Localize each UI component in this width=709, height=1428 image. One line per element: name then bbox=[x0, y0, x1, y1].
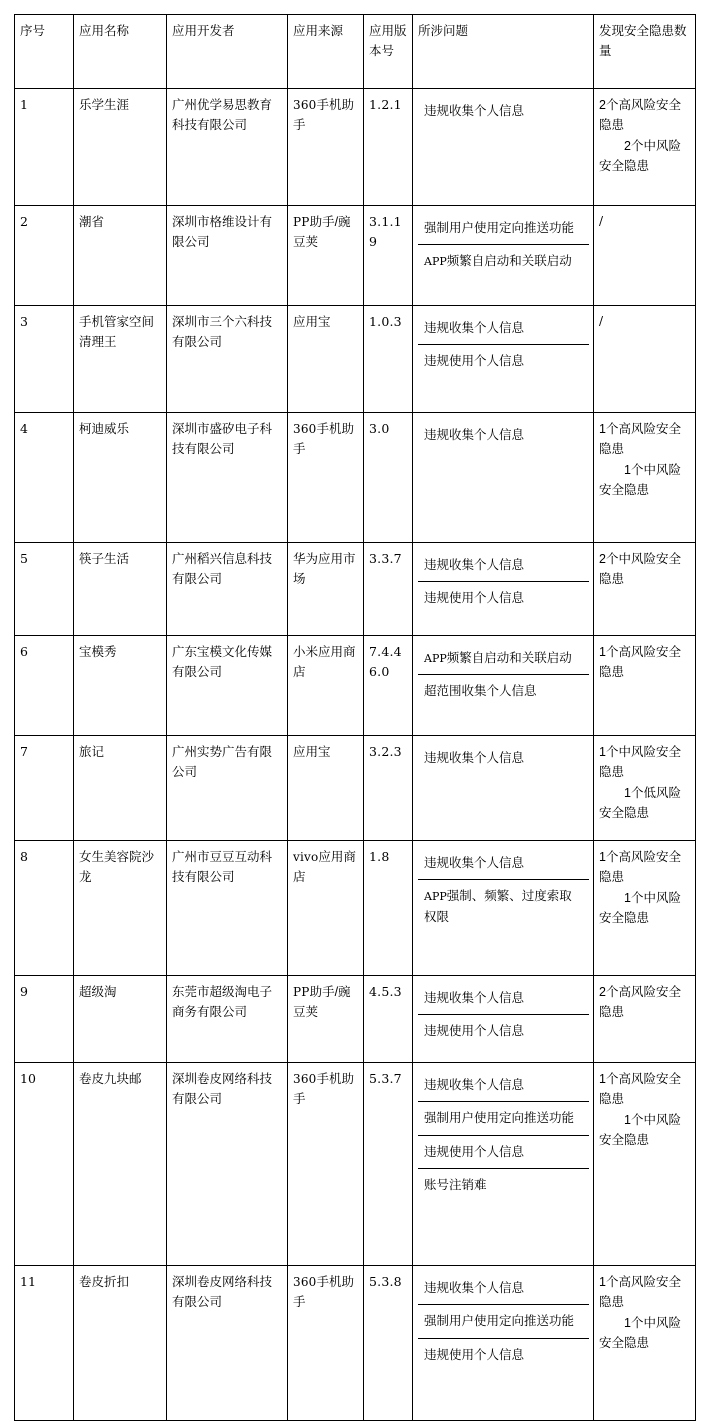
cell-developer: 深圳市三个六科技有限公司 bbox=[167, 306, 288, 413]
issue-list bbox=[418, 312, 589, 378]
cell-developer: 广州稻兴信息科技有限公司 bbox=[167, 543, 288, 636]
issue-row bbox=[418, 1168, 589, 1201]
hazard-line: / bbox=[599, 314, 604, 328]
cell-app-name: 卷皮折扣 bbox=[74, 1266, 167, 1421]
source-latin-part: 360 bbox=[293, 1275, 317, 1289]
column-header-hazard-count: 发现安全隐患数量 bbox=[594, 15, 696, 89]
issue-text: APP频繁自启动和关联启动 bbox=[418, 642, 589, 675]
hazard-line: 1个中风险安全隐患 bbox=[599, 1112, 681, 1147]
hazard-line: 2个中风险安全隐患 bbox=[599, 138, 681, 173]
table-header bbox=[15, 15, 696, 89]
hazard-line: 1个高风险安全隐患 bbox=[599, 422, 681, 457]
hazard-line: 1个中风险安全隐患 bbox=[599, 1315, 681, 1350]
cell-version: 1.0.3 bbox=[364, 306, 413, 413]
source-latin-part: 360 bbox=[293, 1072, 317, 1086]
issue-text: 违规收集个人信息 bbox=[418, 982, 589, 1015]
issue-text: 违规使用个人信息 bbox=[424, 591, 525, 606]
issue-row bbox=[418, 1135, 589, 1168]
issue-row bbox=[418, 212, 589, 245]
cell-source: 应用宝 bbox=[288, 306, 364, 413]
issue-row bbox=[418, 1338, 589, 1371]
issue-row bbox=[418, 675, 589, 708]
cell-hazard-count bbox=[594, 1063, 696, 1266]
issue-list bbox=[418, 642, 589, 708]
source-latin-part: PP bbox=[293, 215, 310, 229]
cell-developer: 深圳市盛矽电子科技有限公司 bbox=[167, 413, 288, 543]
cell-seq: 6 bbox=[15, 636, 74, 736]
source-latin-part: vivo bbox=[293, 850, 319, 864]
cell-issues bbox=[413, 89, 594, 206]
table-row bbox=[15, 1266, 696, 1421]
cell-issues bbox=[413, 543, 594, 636]
source-latin-part: PP bbox=[293, 985, 310, 999]
cell-seq: 8 bbox=[15, 841, 74, 976]
cell-issues bbox=[413, 206, 594, 306]
cell-app-name: 宝模秀 bbox=[74, 636, 167, 736]
cell-developer: 深圳卷皮网络科技有限公司 bbox=[167, 1266, 288, 1421]
hazard-line: 1个高风险安全隐患 bbox=[599, 1072, 681, 1107]
cell-app-name: 女生美容院沙龙 bbox=[74, 841, 167, 976]
hazard-line: 1个中风险安全隐患 bbox=[599, 462, 681, 497]
cell-hazard-count bbox=[594, 736, 696, 841]
cell-seq: 3 bbox=[15, 306, 74, 413]
hazard-line: 2个高风险安全隐患 bbox=[599, 985, 681, 1020]
cell-issues bbox=[413, 306, 594, 413]
issue-list bbox=[418, 1272, 589, 1371]
issue-text: 违规收集个人信息 bbox=[418, 1272, 589, 1305]
issue-text: 超范围收集个人信息 bbox=[424, 684, 537, 699]
app-prefix-label: APP bbox=[424, 890, 447, 904]
issue-text: 违规收集个人信息 bbox=[418, 847, 589, 880]
issue-text: APP频繁自启动和关联启动 bbox=[424, 254, 572, 269]
cell-hazard-count bbox=[594, 306, 696, 413]
table-row bbox=[15, 206, 696, 306]
cell-developer: 深圳卷皮网络科技有限公司 bbox=[167, 1063, 288, 1266]
source-latin-part: 360 bbox=[293, 98, 317, 112]
cell-source: 360手机助手 bbox=[288, 1063, 364, 1266]
issue-text: 违规收集个人信息 bbox=[418, 312, 589, 345]
cell-version: 5.3.7 bbox=[364, 1063, 413, 1266]
issue-row bbox=[418, 419, 589, 451]
issue-row bbox=[418, 642, 589, 675]
issue-text: 违规使用个人信息 bbox=[418, 1135, 589, 1168]
cell-issues bbox=[413, 736, 594, 841]
cell-source: 360手机助手 bbox=[288, 1266, 364, 1421]
cell-version: 3.0 bbox=[364, 413, 413, 543]
cell-issues bbox=[413, 1266, 594, 1421]
table-row bbox=[15, 736, 696, 841]
cell-seq: 5 bbox=[15, 543, 74, 636]
table-row bbox=[15, 636, 696, 736]
hazard-line: 1个高风险安全隐患 bbox=[599, 1275, 681, 1310]
cell-version: 7.4.4 6.0 bbox=[364, 636, 413, 736]
table-row bbox=[15, 543, 696, 636]
issue-list bbox=[418, 95, 589, 127]
issue-text: 强制用户使用定向推送功能 bbox=[418, 1102, 589, 1135]
cell-version: 3.1.19 bbox=[364, 206, 413, 306]
column-header-name: 应用名称 bbox=[74, 15, 167, 89]
cell-version: 1.8 bbox=[364, 841, 413, 976]
cell-source: 应用宝 bbox=[288, 736, 364, 841]
issue-text: 强制用户使用定向推送功能 bbox=[418, 212, 589, 245]
issue-text: 违规收集个人信息 bbox=[424, 751, 525, 765]
hazard-line: 1个中风险安全隐患 bbox=[599, 745, 681, 780]
cell-developer: 东莞市超级淘电子商务有限公司 bbox=[167, 976, 288, 1063]
hazard-line: 2个中风险安全隐患 bbox=[599, 552, 681, 587]
cell-hazard-count bbox=[594, 413, 696, 543]
cell-source: 小米应用商店 bbox=[288, 636, 364, 736]
cell-issues bbox=[413, 636, 594, 736]
app-security-table bbox=[14, 14, 696, 1421]
hazard-line: 1个高风险安全隐患 bbox=[599, 645, 681, 680]
column-header-source: 应用来源 bbox=[288, 15, 364, 89]
header-row bbox=[15, 15, 696, 89]
cell-app-name: 卷皮九块邮 bbox=[74, 1063, 167, 1266]
cell-source: PP助手/豌豆荚 bbox=[288, 976, 364, 1063]
cell-version: 3.3.7 bbox=[364, 543, 413, 636]
cell-developer: 广州实势广告有限公司 bbox=[167, 736, 288, 841]
column-header-seq: 序号 bbox=[15, 15, 74, 89]
cell-seq: 1 bbox=[15, 89, 74, 206]
issue-list bbox=[418, 847, 589, 933]
column-header-issues: 所涉问题 bbox=[413, 15, 594, 89]
cell-source: 360手机助手 bbox=[288, 413, 364, 543]
cell-seq: 10 bbox=[15, 1063, 74, 1266]
hazard-line: / bbox=[599, 214, 604, 228]
column-header-version: 应用版本号 bbox=[364, 15, 413, 89]
hazard-line: 1个高风险安全隐患 bbox=[599, 850, 681, 885]
cell-hazard-count bbox=[594, 841, 696, 976]
cell-seq: 9 bbox=[15, 976, 74, 1063]
issue-row bbox=[418, 1102, 589, 1135]
cell-seq: 7 bbox=[15, 736, 74, 841]
cell-hazard-count bbox=[594, 206, 696, 306]
table-row bbox=[15, 89, 696, 206]
cell-hazard-count bbox=[594, 636, 696, 736]
hazard-line: 1个低风险安全隐患 bbox=[599, 785, 681, 820]
issue-row bbox=[418, 880, 589, 933]
source-latin-part: 360 bbox=[293, 422, 317, 436]
issue-text: 违规收集个人信息 bbox=[418, 1069, 589, 1102]
cell-seq: 11 bbox=[15, 1266, 74, 1421]
cell-hazard-count bbox=[594, 89, 696, 206]
app-prefix-label: APP bbox=[424, 255, 447, 269]
issue-list bbox=[418, 419, 589, 451]
issue-text: 违规使用个人信息 bbox=[424, 1347, 525, 1362]
issue-row bbox=[418, 245, 589, 278]
cell-issues bbox=[413, 413, 594, 543]
cell-issues bbox=[413, 976, 594, 1063]
hazard-line: 2个高风险安全隐患 bbox=[599, 98, 681, 133]
issue-text: APP强制、频繁、过度索取权限 bbox=[424, 889, 572, 924]
cell-seq: 4 bbox=[15, 413, 74, 543]
table-body bbox=[15, 89, 696, 1421]
cell-version: 5.3.8 bbox=[364, 1266, 413, 1421]
issue-list bbox=[418, 742, 589, 774]
cell-app-name: 潮省 bbox=[74, 206, 167, 306]
cell-developer: 广东宝模文化传媒有限公司 bbox=[167, 636, 288, 736]
cell-version: 1.2.1 bbox=[364, 89, 413, 206]
table-row bbox=[15, 413, 696, 543]
cell-source: vivo应用商店 bbox=[288, 841, 364, 976]
issue-row bbox=[418, 345, 589, 378]
issue-row bbox=[418, 1305, 589, 1338]
cell-version: 3.2.3 bbox=[364, 736, 413, 841]
cell-developer: 广州优学易思教育科技有限公司 bbox=[167, 89, 288, 206]
issue-text: 违规收集个人信息 bbox=[424, 104, 525, 118]
cell-source: 华为应用市场 bbox=[288, 543, 364, 636]
table-row bbox=[15, 841, 696, 976]
cell-app-name: 筷子生活 bbox=[74, 543, 167, 636]
issue-text: 违规使用个人信息 bbox=[424, 354, 525, 369]
issue-row bbox=[418, 582, 589, 615]
cell-app-name: 乐学生涯 bbox=[74, 89, 167, 206]
issue-list bbox=[418, 212, 589, 278]
cell-app-name: 超级淘 bbox=[74, 976, 167, 1063]
cell-hazard-count bbox=[594, 543, 696, 636]
issue-row bbox=[418, 1069, 589, 1102]
app-prefix-label: APP bbox=[424, 652, 447, 665]
cell-source: PP助手/豌豆荚 bbox=[288, 206, 364, 306]
issue-row bbox=[418, 1272, 589, 1305]
issue-text: 强制用户使用定向推送功能 bbox=[418, 1305, 589, 1338]
cell-app-name: 旅记 bbox=[74, 736, 167, 841]
cell-seq: 2 bbox=[15, 206, 74, 306]
issue-row bbox=[418, 95, 589, 127]
column-header-developer: 应用开发者 bbox=[167, 15, 288, 89]
cell-app-name: 手机管家空间清理王 bbox=[74, 306, 167, 413]
issue-list bbox=[418, 1069, 589, 1201]
table-row bbox=[15, 306, 696, 413]
cell-issues bbox=[413, 841, 594, 976]
cell-issues bbox=[413, 1063, 594, 1266]
issue-text: 违规收集个人信息 bbox=[424, 428, 525, 442]
issue-row bbox=[418, 982, 589, 1015]
cell-developer: 广州市豆豆互动科技有限公司 bbox=[167, 841, 288, 976]
cell-app-name: 柯迪威乐 bbox=[74, 413, 167, 543]
issue-text: 账号注销难 bbox=[424, 1177, 487, 1192]
table-row bbox=[15, 1063, 696, 1266]
cell-source: 360手机助手 bbox=[288, 89, 364, 206]
issue-row bbox=[418, 549, 589, 582]
issue-row bbox=[418, 742, 589, 774]
issue-text: 违规收集个人信息 bbox=[418, 549, 589, 582]
cell-developer: 深圳市格维设计有限公司 bbox=[167, 206, 288, 306]
issue-list bbox=[418, 549, 589, 615]
cell-version: 4.5.3 bbox=[364, 976, 413, 1063]
hazard-line: 1个中风险安全隐患 bbox=[599, 890, 681, 925]
issue-row bbox=[418, 312, 589, 345]
cell-hazard-count bbox=[594, 1266, 696, 1421]
issue-list bbox=[418, 982, 589, 1048]
issue-row bbox=[418, 1015, 589, 1048]
table-row bbox=[15, 976, 696, 1063]
cell-hazard-count bbox=[594, 976, 696, 1063]
issue-row bbox=[418, 847, 589, 880]
issue-text: 违规使用个人信息 bbox=[424, 1024, 525, 1039]
